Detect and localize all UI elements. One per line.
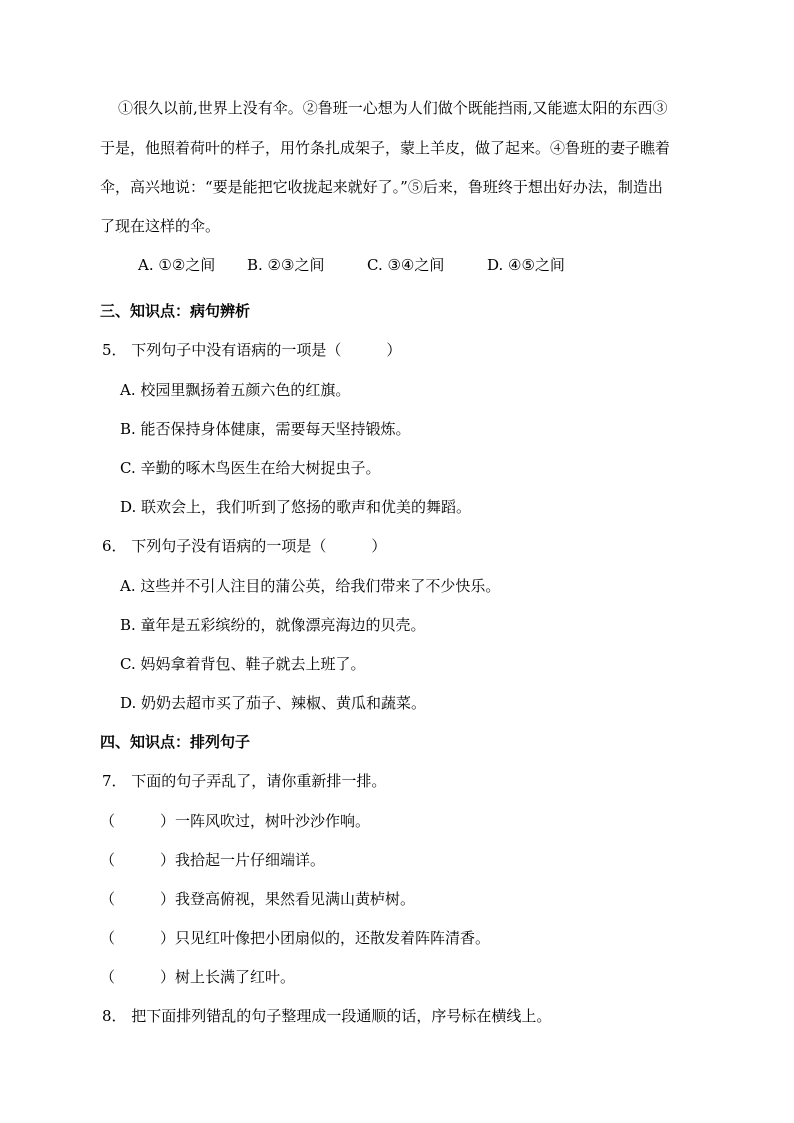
ordering-item: （ ）我登高俯视，果然看见满山黄栌树。 (100, 890, 416, 908)
q4-option-b: B. ②③之间 (247, 256, 325, 274)
q4-option-a: A. ①②之间 (138, 256, 216, 274)
q4-option-d: D. ④⑤之间 (487, 256, 565, 274)
q4-options-row (138, 255, 565, 275)
option-item: D. 奶奶去超市买了茄子、辣椒、黄瓜和蔬菜。 (120, 694, 427, 712)
paragraph-line: 于是，他照着荷叶的样子，用竹条扎成架子，蒙上羊皮，做了起来。④鲁班的妻子瞧着 (100, 139, 671, 157)
question-stem: 5． 下列句子中没有语病的一项是（ ） (102, 341, 402, 359)
question-stem: 8． 把下面排列错乱的句子整理成一段通顺的话，序号标在横线上。 (102, 1007, 552, 1025)
option-item: D. 联欢会上，我们听到了悠扬的歌声和优美的舞蹈。 (120, 498, 472, 516)
paragraph-line: 了现在这样的伞。 (100, 217, 221, 235)
question-stem: 6． 下列句子没有语病的一项是（ ） (102, 537, 387, 555)
q4-option-c: C. ③④之间 (367, 256, 445, 274)
option-item: B. 童年是五彩缤纷的，就像漂亮海边的贝壳。 (120, 616, 426, 634)
ordering-item: （ ）我拾起一片仔细端详。 (100, 851, 326, 869)
option-item: A. 校园里飘扬着五颜六色的红旗。 (120, 381, 351, 399)
section-heading: 三、知识点：病句辨析 (100, 302, 251, 320)
paragraph-line: ①很久以前,世界上没有伞。②鲁班一心想为人们做个既能挡雨,又能遮太阳的东西③ (118, 99, 668, 117)
option-item: C. 妈妈拿着背包、鞋子就去上班了。 (120, 655, 366, 673)
paragraph-line: 伞，高兴地说：“要是能把它收拢起来就好了。”⑤后来，鲁班终于想出好办法，制造出 (100, 178, 663, 196)
question-stem: 7． 下面的句子弄乱了，请你重新排一排。 (102, 772, 387, 790)
option-item: C. 辛勤的啄木鸟医生在给大树捉虫子。 (120, 459, 381, 477)
option-item: A. 这些并不引人注目的蒲公英，给我们带来了不少快乐。 (120, 577, 501, 595)
option-item: B. 能否保持身体健康，需要每天坚持锻炼。 (120, 420, 411, 438)
section-heading: 四、知识点：排列句子 (100, 733, 251, 751)
ordering-item: （ ）只见红叶像把小团扇似的，还散发着阵阵清香。 (100, 929, 491, 947)
ordering-item: （ ）树上长满了红叶。 (100, 968, 296, 986)
ordering-item: （ ）一阵风吹过，树叶沙沙作响。 (100, 812, 371, 830)
